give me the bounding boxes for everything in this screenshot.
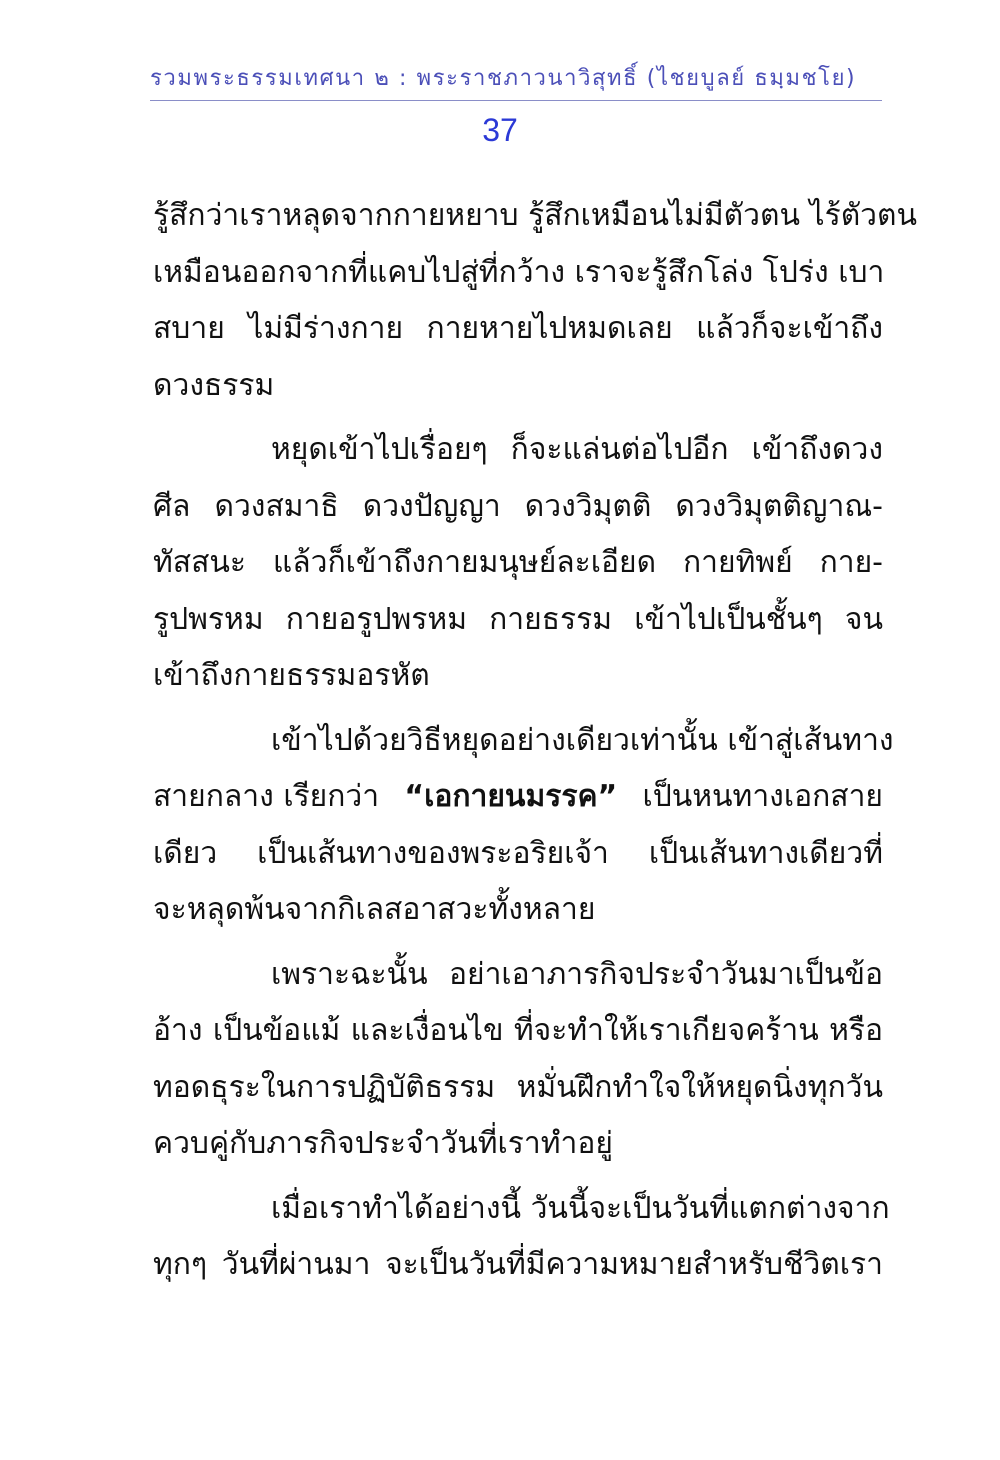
- text-line: จะหลุดพ้นจากกิเลสอาสวะทั้งหลาย: [153, 892, 596, 927]
- text-line: เข้าถึงกายธรรมอรหัต: [153, 658, 430, 693]
- header-divider: [150, 100, 882, 101]
- text-line: ทอดธุระในการปฏิบัติธรรม หมั่นฝึกทำใจให้หยุดนิ่งทุกวัน: [153, 1069, 883, 1105]
- paragraph-5: [153, 1181, 890, 1294]
- text-line: เข้าไปด้วยวิธีหยุดอย่างเดียวเท่านั้น เข้าสู่เส้นทาง: [271, 722, 894, 758]
- paragraph-2: [153, 422, 883, 705]
- text-line: รูปพรหม กายอรูปพรหม กายธรรม เข้าไปเป็นชั้นๆ จน: [153, 601, 883, 637]
- text-line: สบาย ไม่มีร่างกาย กายหายไปหมดเลย แล้วก็จะเข้าถึง: [153, 311, 883, 346]
- emphasized-term: “เอกายนมรรค”: [404, 779, 618, 814]
- text-line: เหมือนออกจากที่แคบไปสู่ที่กว้าง เราจะรู้สึกโล่ง โปร่ง เบา: [153, 254, 885, 290]
- running-header: รวมพระธรรมเทศนา ๒ : พระราชภาวนาวิสุทธิ์ (ไชยบูลย์ ธมฺมชโย): [150, 66, 857, 91]
- text-line: ศีล ดวงสมาธิ ดวงปัญญา ดวงวิมุตติ ดวงวิมุตติญาณ-: [153, 488, 883, 524]
- page-number: 37: [482, 112, 518, 148]
- text-fragment: เป็นหนทางเอกสาย: [642, 779, 883, 814]
- text-line: เมื่อเราทำได้อย่างนี้ วันนี้จะเป็นวันที่แตกต่างจาก: [271, 1190, 890, 1226]
- text-line: เดียว เป็นเส้นทางของพระอริยเจ้า เป็นเส้นทางเดียวที่: [153, 835, 883, 871]
- text-line: ทุกๆ วันที่ผ่านมา จะเป็นวันที่มีความหมายสำหรับชีวิตเรา: [153, 1247, 883, 1282]
- text-line: ควบคู่กับภารกิจประจำวันที่เราทำอยู่: [153, 1126, 613, 1161]
- text-line: ทัสสนะ แล้วก็เข้าถึงกายมนุษย์ละเอียด กายทิพย์ กาย-: [153, 545, 883, 580]
- text-line: หยุดเข้าไปเรื่อยๆ ก็จะแล่นต่อไปอีก เข้าถึงดวง: [271, 432, 883, 467]
- paragraph-3: [153, 713, 894, 939]
- paragraph-4: [153, 947, 883, 1173]
- text-line: อ้าง เป็นข้อแม้ และเงื่อนไข ที่จะทำให้เราเกียจคร้าน หรือ: [153, 1013, 883, 1048]
- document-body: [153, 188, 918, 1302]
- text-line: ดวงธรรม: [153, 367, 275, 403]
- text-line: รู้สึกว่าเราหลุดจากกายหยาบ รู้สึกเหมือนไม่มีตัวตน ไร้ตัวตน: [153, 198, 918, 233]
- paragraph-1: [153, 188, 918, 414]
- text-line-with-emphasis: [153, 769, 883, 826]
- text-line: เพราะฉะนั้น อย่าเอาภารกิจประจำวันมาเป็นข้อ: [271, 956, 883, 992]
- text-fragment: สายกลาง เรียกว่า: [153, 779, 380, 814]
